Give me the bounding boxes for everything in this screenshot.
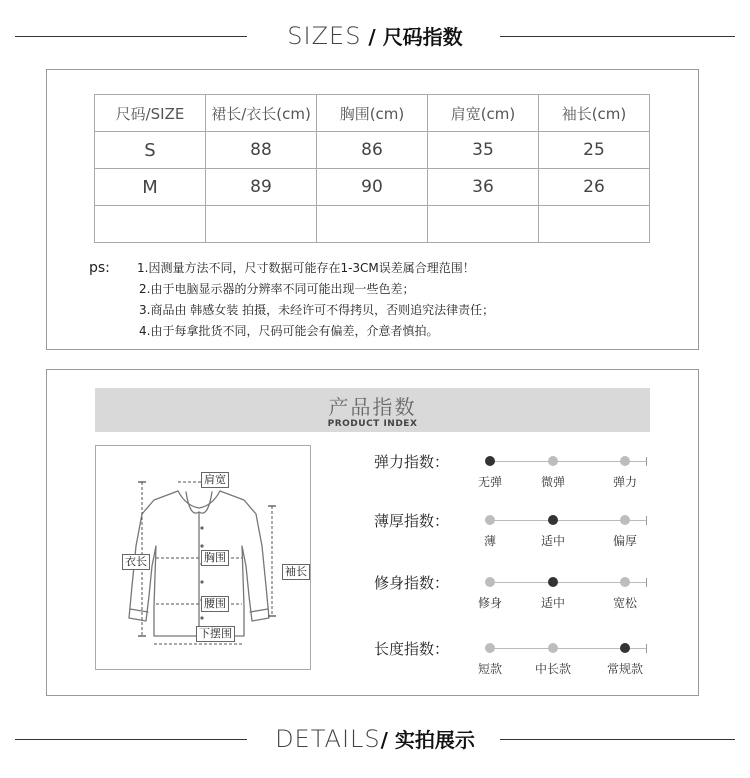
index-dot — [620, 515, 630, 525]
index-label: 弹力指数： — [374, 453, 450, 471]
sizes-section-header — [0, 17, 750, 57]
table-cell: 89 — [206, 169, 317, 206]
note-item: 4.由于每拿批货不同，尺码可能会有偏差，介意者慎拍。 — [139, 324, 439, 338]
index-dot — [485, 643, 495, 653]
size-table — [94, 94, 650, 243]
product-index-subtitle: PRODUCT INDEX — [327, 419, 418, 429]
index-track-end — [646, 644, 647, 653]
index-option: 常规款 — [606, 662, 643, 676]
index-dot — [620, 577, 630, 587]
index-dot — [548, 456, 558, 466]
table-cell — [206, 206, 317, 243]
details-title-cn: 实拍展示 — [394, 728, 475, 752]
table-cell — [95, 206, 206, 243]
index-option: 弹力 — [612, 475, 637, 489]
sizes-title-cn: 尺码指数 — [382, 25, 463, 49]
index-dot — [548, 643, 558, 653]
header-rule-right — [500, 36, 735, 37]
table-header-row — [95, 95, 650, 132]
index-track-end — [646, 578, 647, 587]
product-index-title: 产品指数 — [328, 395, 417, 419]
index-option: 短款 — [477, 662, 502, 676]
index-label: 修身指数： — [374, 574, 450, 592]
table-cell — [428, 206, 539, 243]
table-cell: M — [95, 169, 206, 206]
index-option: 适中 — [540, 534, 565, 548]
table-header-cell: 袖长(cm) — [539, 95, 650, 132]
index-dot — [485, 577, 495, 587]
table-cell: S — [95, 132, 206, 169]
index-option: 微弹 — [540, 475, 565, 489]
product-index-box — [46, 369, 699, 696]
index-dot — [620, 456, 630, 466]
index-row-thickness — [374, 510, 674, 550]
hem-label: 下摆围 — [196, 626, 235, 642]
shoulder-label: 肩宽 — [201, 472, 229, 488]
index-option: 宽松 — [612, 596, 637, 610]
note-item: 3.商品由 韩感女装 拍摄，未经许可不得拷贝，否则追究法律责任； — [139, 303, 495, 317]
index-option: 无弹 — [477, 475, 502, 489]
index-option: 中长款 — [534, 662, 571, 676]
details-title-sep: / — [380, 728, 395, 752]
index-label: 薄厚指数： — [374, 512, 450, 530]
table-cell: 36 — [428, 169, 539, 206]
size-chart-box — [46, 69, 699, 350]
table-header-cell: 裙长/衣长(cm) — [206, 95, 317, 132]
details-section-header — [0, 720, 750, 760]
note-item: 1.因测量方法不同，尺寸数据可能存在1-3CM误差属合理范围！ — [137, 261, 475, 275]
notes-prefix: ps: — [89, 260, 110, 276]
index-dot — [620, 643, 630, 653]
details-title-en: DETAILS — [275, 725, 381, 753]
table-cell: 35 — [428, 132, 539, 169]
table-row — [95, 169, 650, 206]
table-header-cell: 胸围(cm) — [317, 95, 428, 132]
index-row-elasticity — [374, 451, 674, 491]
table-cell: 25 — [539, 132, 650, 169]
index-dot — [485, 515, 495, 525]
table-cell — [317, 206, 428, 243]
table-cell: 26 — [539, 169, 650, 206]
header-rule-right — [500, 739, 735, 740]
sleeve-label: 袖长 — [282, 564, 310, 580]
table-cell: 86 — [317, 132, 428, 169]
sizes-title-sep: / — [361, 25, 383, 49]
garment-diagram — [95, 445, 311, 670]
index-dot — [485, 456, 495, 466]
table-row — [95, 132, 650, 169]
sizes-title-en: SIZES — [287, 22, 362, 50]
table-row — [95, 206, 650, 243]
table-cell: 90 — [317, 169, 428, 206]
index-dot — [548, 515, 558, 525]
table-header-cell: 肩宽(cm) — [428, 95, 539, 132]
table-header-cell: 尺码/SIZE — [95, 95, 206, 132]
index-label: 长度指数： — [374, 640, 450, 658]
table-cell — [539, 206, 650, 243]
index-track-end — [646, 516, 647, 525]
index-track-end — [646, 457, 647, 466]
index-option: 适中 — [540, 596, 565, 610]
length-label: 衣长 — [122, 554, 150, 570]
index-option: 偏厚 — [612, 534, 637, 548]
index-row-fit — [374, 572, 674, 612]
index-option: 薄 — [483, 534, 496, 548]
waist-label: 腰围 — [201, 596, 229, 612]
note-item: 2.由于电脑显示器的分辨率不同可能出现一些色差； — [139, 282, 415, 296]
index-option: 修身 — [477, 596, 502, 610]
index-dot — [548, 577, 558, 587]
index-row-length — [374, 638, 674, 678]
table-cell: 88 — [206, 132, 317, 169]
chest-label: 胸围 — [201, 550, 229, 566]
product-index-banner — [95, 388, 650, 432]
